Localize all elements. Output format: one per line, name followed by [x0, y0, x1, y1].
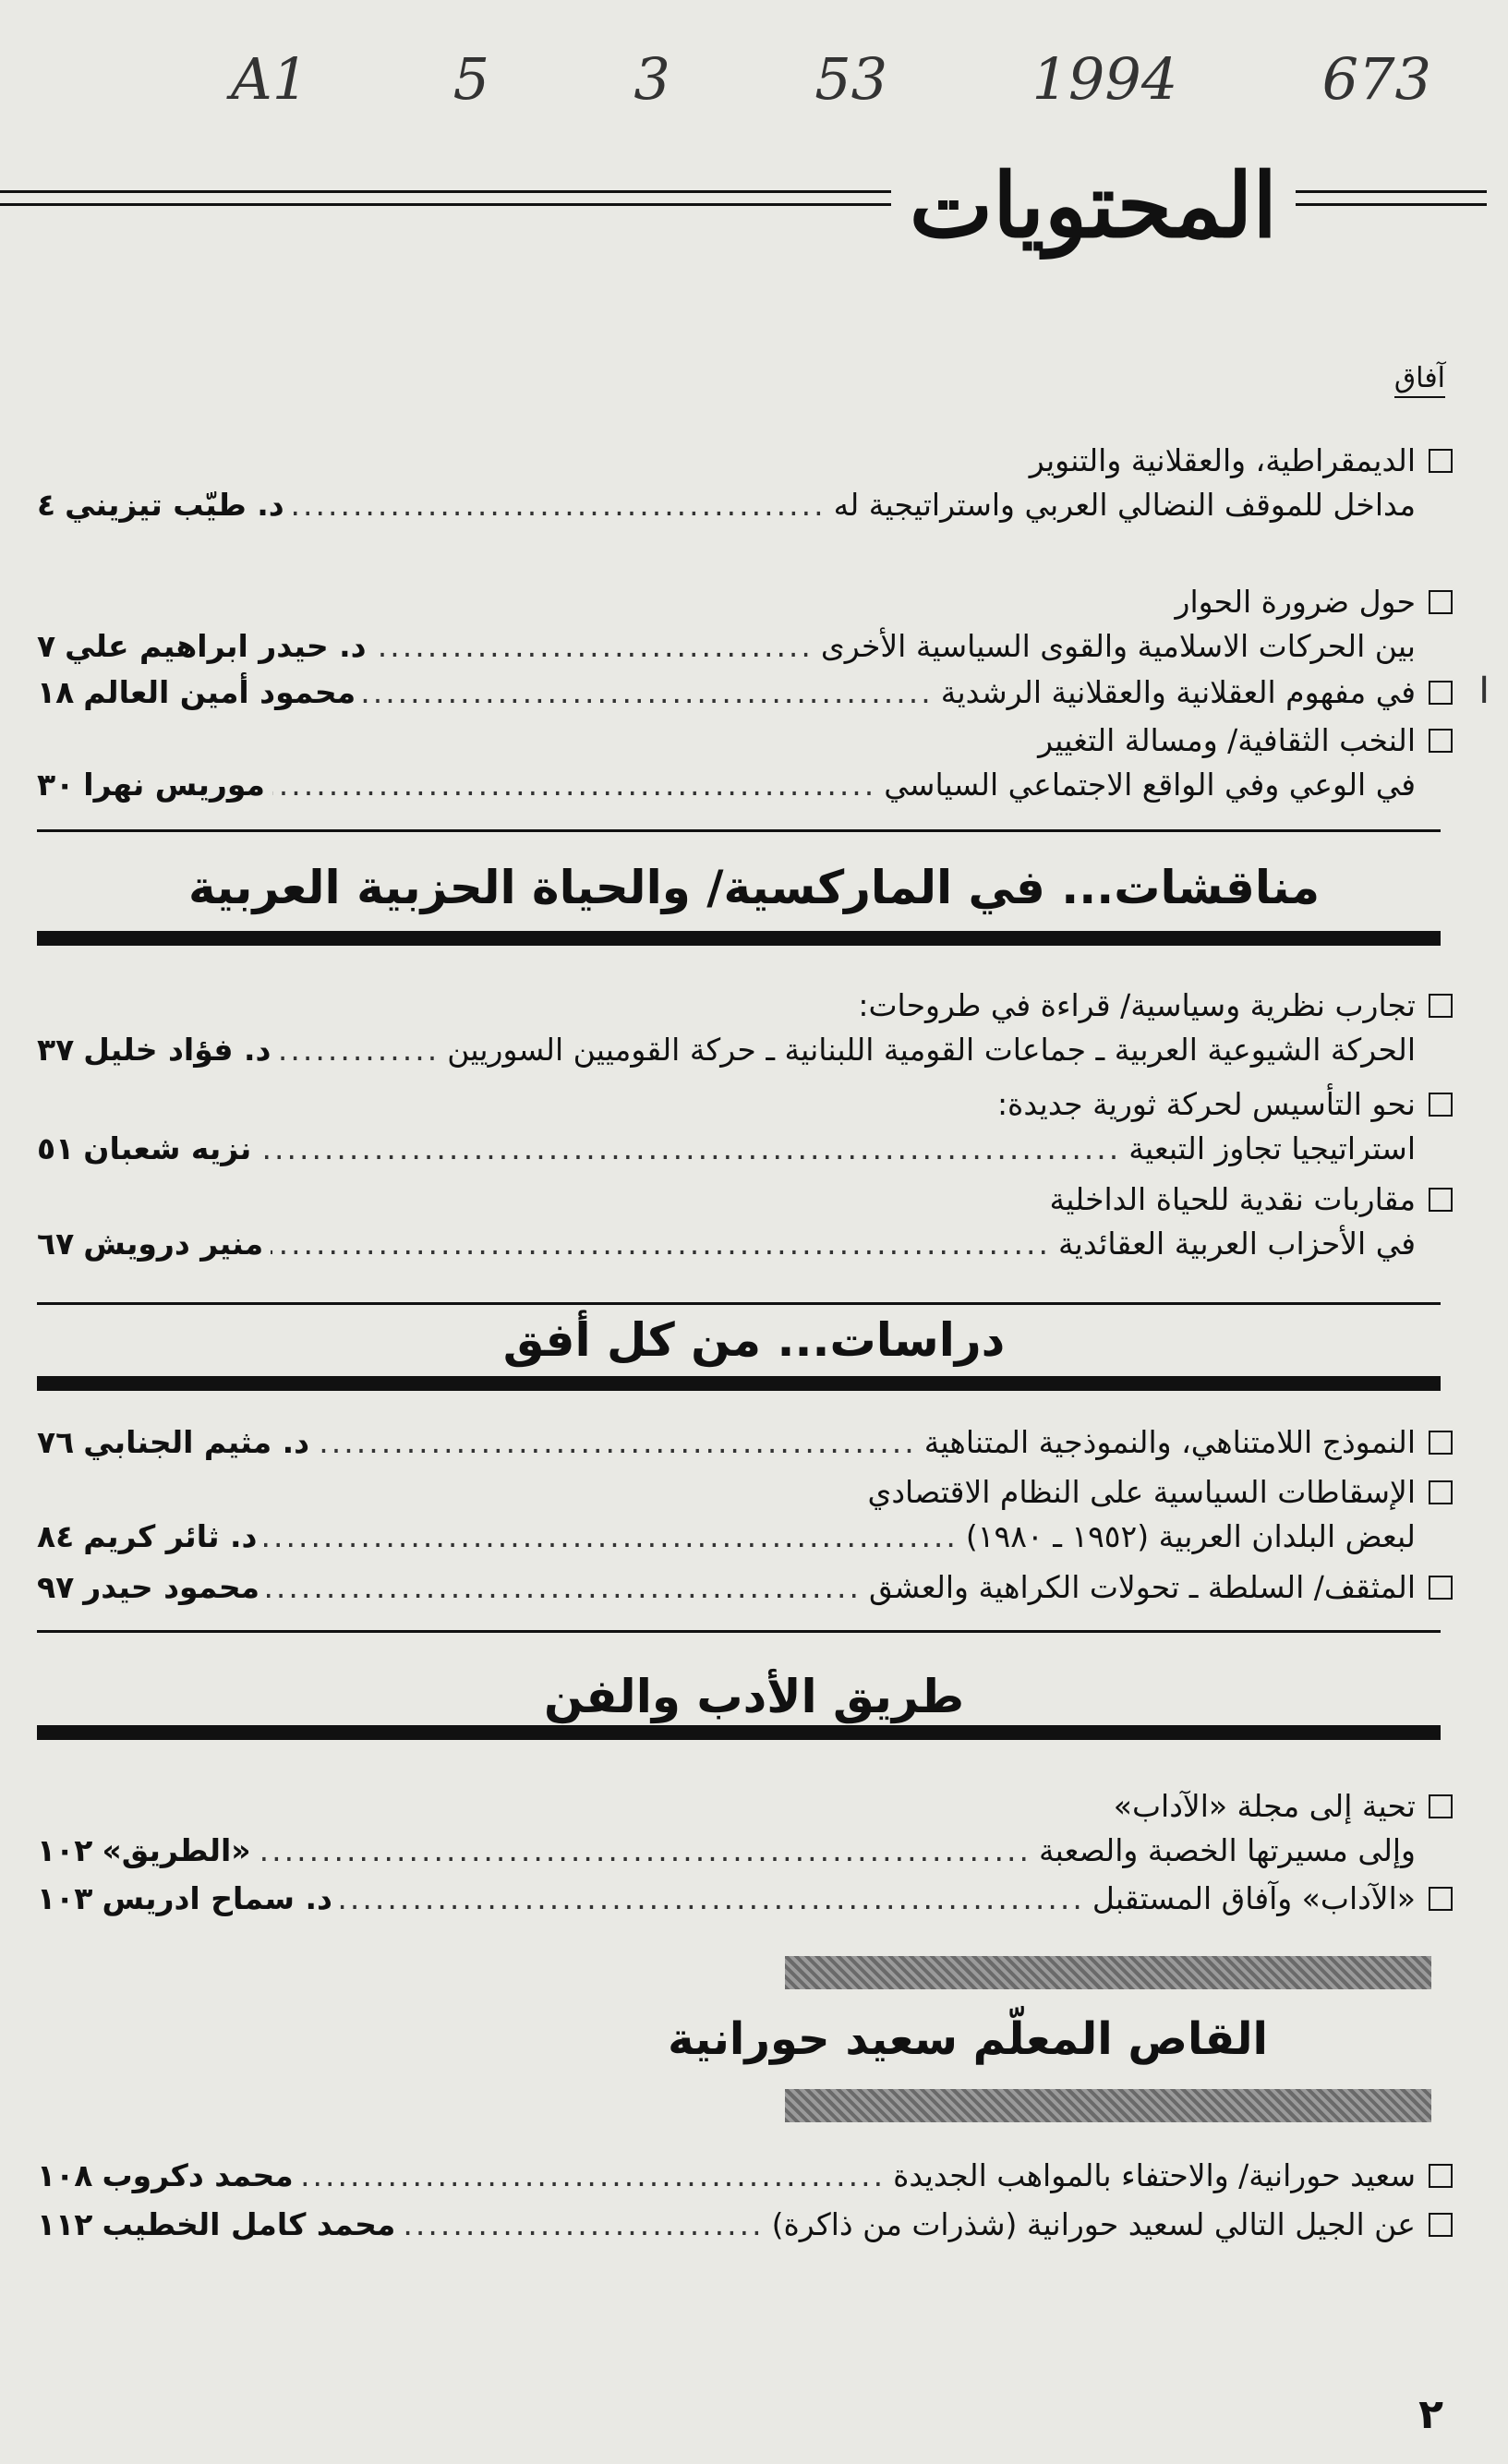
entry-author: محمد دكروب — [102, 2157, 294, 2193]
entry-subtitle: استراتيجيا تجاوز التبعية — [1128, 1130, 1416, 1166]
entry-subtitle: وإلى مسيرتها الخصبة والصعبة — [1038, 1832, 1416, 1868]
entry-title: «الآداب» وآفاق المستقبل — [1092, 1880, 1416, 1916]
toc-entry[interactable] — [37, 1178, 1453, 1266]
entry-page: ١٠٢ — [37, 1832, 93, 1868]
handwritten-annotations — [231, 37, 1431, 120]
toc-entry[interactable] — [37, 580, 1453, 669]
section-divider — [37, 931, 1441, 946]
entry-page: ٩٧ — [37, 1569, 75, 1605]
entry-page: ١٠٨ — [37, 2157, 93, 2193]
toc-entry[interactable] — [37, 1565, 1453, 1610]
section-divider — [37, 829, 1441, 832]
entry-author: موريس نهرا — [83, 767, 265, 803]
entry-author: د. طيّب تيزيني — [65, 487, 284, 523]
checkbox-icon — [1429, 1887, 1453, 1911]
page-title: المحتويات — [891, 155, 1296, 257]
entry-author: د. ثائر كريم — [83, 1518, 258, 1554]
toc-entry[interactable] — [37, 719, 1453, 807]
entry-subtitle: في الأحزاب العربية العقائدية — [1057, 1226, 1416, 1262]
section-divider — [37, 1376, 1441, 1391]
entry-page: ١٨ — [37, 674, 75, 710]
entry-page: ٤ — [37, 487, 56, 523]
toc-entry[interactable] — [37, 984, 1453, 1072]
entry-page: ٧ — [37, 628, 56, 664]
entry-author: منير درويش — [83, 1226, 264, 1262]
entry-title: المثقف/ السلطة ـ تحولات الكراهية والعشق — [868, 1569, 1416, 1605]
handwritten-note: 673 — [1321, 44, 1431, 113]
entry-page: ٣٧ — [37, 1032, 75, 1068]
entry-page: ٨٤ — [37, 1518, 75, 1554]
entry-author: د. فؤاد خليل — [83, 1032, 271, 1068]
entry-author: محمود حيدر — [83, 1569, 260, 1605]
entry-title: النخب الثقافية/ ومسالة التغيير — [1038, 722, 1416, 758]
checkbox-icon — [1429, 994, 1453, 1018]
entry-title: في مفهوم العقلانية والعقلانية الرشدية — [940, 674, 1416, 710]
toc-entry[interactable] — [37, 439, 1453, 527]
entry-author: نزيه شعبان — [83, 1130, 252, 1166]
entry-title: نحو التأسيس لحركة ثورية جديدة: — [996, 1086, 1416, 1122]
section-divider — [37, 1630, 1441, 1633]
entry-author: «الطريق» — [102, 1832, 251, 1868]
section-label: آفاق — [1394, 362, 1445, 398]
toc-entry[interactable] — [37, 670, 1453, 715]
entry-subtitle: الحركة الشيوعية العربية ـ جماعات القومية اللبنانية ـ حركة القوميين السوريين — [447, 1032, 1416, 1068]
section-heading: القاص المعلّم سعيد حورانية — [668, 2013, 1268, 2065]
entry-title: حول ضرورة الحوار — [1175, 584, 1416, 620]
entry-subtitle: مداخل للموقف النضالي العربي واستراتيجية له — [833, 487, 1416, 523]
section-divider — [785, 1956, 1431, 1989]
toc-entry[interactable] — [37, 2154, 1453, 2198]
toc-entry[interactable] — [37, 1784, 1453, 1873]
entry-page: ٥١ — [37, 1130, 75, 1166]
handwritten-note: 5 — [452, 44, 490, 113]
toc-entry[interactable] — [37, 1877, 1453, 1921]
margin-mark: I — [1478, 670, 1490, 712]
entry-title: عن الجيل التالي لسعيد حورانية (شذرات من ذاكرة) — [771, 2206, 1416, 2242]
checkbox-icon — [1429, 1093, 1453, 1117]
checkbox-icon — [1429, 1431, 1453, 1455]
entry-page: ٦٧ — [37, 1226, 75, 1262]
toc-entry[interactable] — [37, 2203, 1453, 2247]
page-title-block — [0, 148, 1508, 268]
checkbox-icon — [1429, 449, 1453, 473]
entry-title: الإسقاطات السياسية على النظام الاقتصادي — [867, 1474, 1416, 1510]
checkbox-icon — [1429, 681, 1453, 705]
entry-title: تجارب نظرية وسياسية/ قراءة في طروحات: — [858, 987, 1416, 1023]
section-heading: دراسات... من كل أفق — [502, 1313, 1006, 1367]
entry-author: د. مثيم الجنابي — [83, 1424, 310, 1460]
handwritten-note: 53 — [814, 44, 888, 113]
entry-page: ١٠٣ — [37, 1880, 93, 1916]
checkbox-icon — [1429, 1480, 1453, 1504]
entry-subtitle: بين الحركات الاسلامية والقوى السياسية الأخرى — [820, 628, 1416, 664]
section-divider — [785, 2089, 1431, 2122]
checkbox-icon — [1429, 1188, 1453, 1212]
handwritten-note: A1 — [231, 44, 309, 113]
entry-title: النموذج اللامتناهي، والنموذجية المتناهية — [923, 1424, 1416, 1460]
toc-entry[interactable] — [37, 1470, 1453, 1559]
entry-page: ٧٦ — [37, 1424, 75, 1460]
entry-author: محمد كامل الخطيب — [102, 2206, 396, 2242]
section-heading: طريق الأدب والفن — [543, 1670, 965, 1723]
handwritten-note: 1994 — [1031, 44, 1178, 113]
entry-page: ٣٠ — [37, 767, 75, 803]
section-heading: مناقشات... في الماركسية/ والحياة الحزبية العربية — [187, 861, 1321, 914]
entry-page: ١١٢ — [37, 2206, 93, 2242]
checkbox-icon — [1429, 1576, 1453, 1600]
checkbox-icon — [1429, 2164, 1453, 2188]
entry-title: تحية إلى مجلة «الآداب» — [1113, 1788, 1416, 1824]
entry-author: محمود أمين العالم — [83, 674, 356, 710]
toc-entry[interactable] — [37, 1420, 1453, 1465]
entry-title: سعيد حورانية/ والاحتفاء بالمواهب الجديدة — [893, 2157, 1416, 2193]
entry-subtitle: في الوعي وفي الواقع الاجتماعي السياسي — [884, 767, 1416, 803]
entry-subtitle: لبعض البلدان العربية (١٩٥٢ ـ ١٩٨٠) — [965, 1518, 1416, 1554]
checkbox-icon — [1429, 729, 1453, 753]
entry-title: مقاربات نقدية للحياة الداخلية — [1049, 1181, 1416, 1217]
section-divider — [37, 1302, 1441, 1305]
checkbox-icon — [1429, 1794, 1453, 1818]
entry-title: الديمقراطية، والعقلانية والتنوير — [1029, 442, 1416, 478]
toc-entry[interactable] — [37, 1082, 1453, 1171]
entry-author: د. سماح ادريس — [102, 1880, 332, 1916]
page-number: ٢ — [1418, 2391, 1443, 2438]
entry-author: د. حيدر ابراهيم علي — [65, 628, 367, 664]
checkbox-icon — [1429, 2213, 1453, 2237]
handwritten-note: 3 — [633, 44, 670, 113]
section-divider — [37, 1725, 1441, 1740]
checkbox-icon — [1429, 590, 1453, 614]
